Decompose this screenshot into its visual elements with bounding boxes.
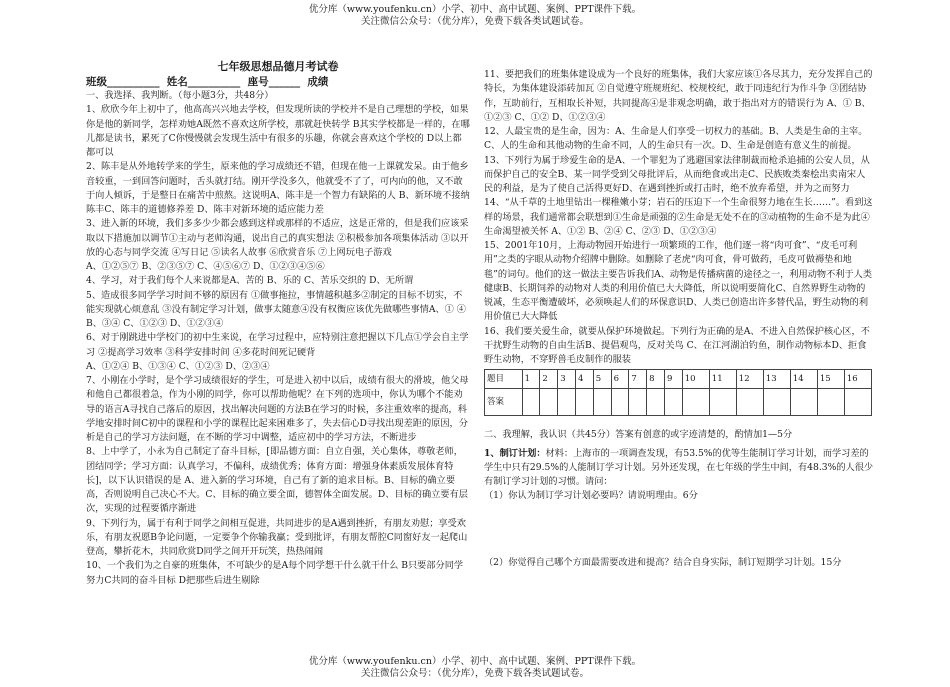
answer-table-number-row xyxy=(485,370,872,389)
answer-cell[interactable] xyxy=(736,389,763,416)
question-10: 10、一个我们为之自豪的班集体，不可缺少的是A每个同学想干什么就干什么 B只要部分同学努力C共同的奋斗目标 D把那些后进生剔除 xyxy=(86,560,464,586)
answer-table-number: 13 xyxy=(763,370,790,389)
section1-heading: 一、我选择、我判断。（每小题3分，共48分） xyxy=(86,90,274,101)
question-1-label: 1、制订计划： xyxy=(484,447,546,459)
answer-cell[interactable] xyxy=(682,389,709,416)
answer-cell[interactable] xyxy=(647,389,665,416)
answer-table-number: 12 xyxy=(736,370,763,389)
answer-cell[interactable] xyxy=(817,389,844,416)
answer-cell[interactable] xyxy=(522,389,540,416)
question-5: 5、造成很多同学学习时间不够的原因有 ①做事拖拉，事情越积越多②制定的目标不切实，不能实现就心烦意乱 ③没有制定学习计划，做事太随意④没有权衡应该优先做哪些事情A、① ④ B、③④ C、①②③ D、①②③④ xyxy=(86,289,466,329)
question-4: 4、学习，对于我们每个人来说都是A、苦的 B、乐的 C、苦乐交织的 D、无所谓 xyxy=(86,275,414,287)
answer-table-number: 7 xyxy=(629,370,647,389)
question-6-options: A、①②④ B、①③④ C、①②③ D、②③④ xyxy=(86,360,270,372)
answer-table-row-label: 题目 xyxy=(485,370,523,389)
question-1: 1、欣欣今年上初中了，他高高兴兴地去学校，但发现所读的学校并不是自己理想的学校，如果你是他的新同学，怎样劝她A既然不喜欢这所学校，那就赶快转学 B其实学校都是一样的，在哪儿都是读书，累死了C你慢慢就会发现生活中有很多的乐趣，你就会喜欢这个学校的 D以上都都可以 xyxy=(86,104,470,158)
answer-cell[interactable] xyxy=(558,389,576,416)
answer-table-answer-row xyxy=(485,389,872,416)
right-column xyxy=(484,68,874,570)
header-line-2: 关注微信公众号：（优分库），免费下载各类试题试卷。 xyxy=(360,16,589,27)
question-12: 12、人最宝贵的是生命，因为：A、生命是人们享受一切权力的基础。B、人类是生命的主宰。C、人的生命和其他动物的生命不同，人的生命只有一次。D、生命是创造有意义生的前提。 xyxy=(484,126,868,152)
footer-line-1: 优分库（www.youfenku.cn）小学、初中、高中试题、案例、PPT课件下载。 xyxy=(308,656,642,667)
answer-cell[interactable] xyxy=(790,389,817,416)
answer-cell[interactable] xyxy=(629,389,647,416)
header-line-1: 优分库（www.youfenku.cn）小学、初中、高中试题、案例、PPT课件下载。 xyxy=(308,4,642,15)
sub-question-2: （2）你觉得自己哪个方面最需要改进和提高？结合自身实际，制订短期学习计划。15分 xyxy=(484,556,842,568)
question-14: 14、“从千草的土地里钻出一棵稚嫩小芽；岩石的压迫下一个生命很努力地在生长……”。看到这样的场景，我们通常都会联想到①生命是顽强的②生命是无处不在的③动植物的生命不是为此④生命渴望被关怀 A、①② B、②④ C、②③ D、①②③④ xyxy=(484,197,873,237)
answer-cell[interactable] xyxy=(664,389,682,416)
answer-cell[interactable] xyxy=(709,389,736,416)
question-15: 15、2001年10月，上海动物园开始进行一项繁琐的工作，他们逐一将“肉可食”、“皮毛可利用”之类的字眼从动物介绍牌中删除。如删除了老虎“肉可食，骨可做药，毛皮可做褥垫和地毯”的词句。他们的这一做法主要告诉我们A、动物是传播病菌的途径之一，利用动物不利于人类健康B、长期饲养的动物对人类的利用价值已大大降低，所以说明要简化C、自然界野生动物的锐减，生态平衡遭破坏，必须唤起人们的环保意识D、人类已创造出许多替代品，野生动物的利用价值已大大降低 xyxy=(484,240,873,323)
section2-question-1 xyxy=(484,447,874,490)
section2-heading: 二、我理解，我认识（共45分）答案有创意的或字迹清楚的，酌情加1—5分 xyxy=(484,429,793,441)
answer-table xyxy=(484,369,872,416)
question-3-options: A、①②⑤⑦ B、②③⑤⑦ C、④⑤⑥⑦ D、①②③④⑤⑥ xyxy=(86,261,325,272)
student-info-line: 班级__________ 姓名__________ 座号______ 成绩 xyxy=(86,76,329,88)
answer-table-number: 10 xyxy=(682,370,709,389)
question-11: 11、要把我们的班集体建设成为一个良好的班集体，我们大家应该①各尽其力，充分发挥自己的特长，为集体建设添砖加瓦 ②自觉遵守班规班纪、校规校纪，敢于同违纪行为作斗争 ③团结协作，互助前行，互相取长补短，共同提高④是非观念明确，敢于指出对方的错误行为 A、① B、①②③ C、①② D、①②③④ xyxy=(484,69,873,123)
answer-table-number: 5 xyxy=(593,370,611,389)
answer-cell[interactable] xyxy=(575,389,593,416)
answer-table-number: 14 xyxy=(790,370,817,389)
answer-table-number: 15 xyxy=(817,370,844,389)
left-column xyxy=(86,58,470,588)
answer-table-number: 1 xyxy=(522,370,540,389)
question-3: 3、进入新的环境，我们多多少少都会感到这样或那样的不适应，这是正常的，但是我们应该采取以下措施加以调节①主动与老师沟通，说出自己的真实想法 ②积极参加各项集体活动 ③以开放的心态与同学交流 ④写日记 ⑤读名人故事 ⑥欣赏音乐 ⑦上网玩电子游戏 xyxy=(86,218,469,258)
answer-cell[interactable] xyxy=(611,389,629,416)
answer-table-number: 9 xyxy=(664,370,682,389)
page-footer xyxy=(0,656,950,680)
answer-table-answer-label: 答案 xyxy=(485,389,523,416)
page-header xyxy=(0,4,950,28)
question-8: 8、上中学了，小永为自己制定了奋斗目标，[即品德方面：自立自强，关心集体，尊敬老师，团结同学；学习方面：认真学习，不偏科，成绩优秀；体育方面：增强身体素质发展体育特长]，以下认识错误的是 A、进入新的学习环境，自己有了新的追求目标。B、目标的确立要高，否则说明自己决心不大。C、目标的确立要全面，德智体全面发展。D、目标的确立要有层次，实现的过程要循序渐进 xyxy=(86,446,468,515)
answer-table-number: 4 xyxy=(575,370,593,389)
question-2: 2、陈丰是从外地转学来的学生，原来他的学习成绩还不错，但现在他一上课就发呆。由于他乡音较重，一到回答问题时，舌头就打结。刚开学没多久，他就受不了了，可内向的他，又不敢于向人倾诉，于是整日在痛苦中煎熬。这说明A、陈丰是一个智力有缺陷的人 B、新环境不接纳陈丰C、陈丰的道德修养差 D、陈丰对新环境的适应能力差 xyxy=(86,161,470,215)
footer-line-2: 关注微信公众号：（优分库），免费下载各类试题试卷。 xyxy=(360,668,589,679)
exam-title: 七年级思想品德月考试卷 xyxy=(217,60,339,73)
answer-cell[interactable] xyxy=(763,389,790,416)
question-16: 16、我们要关爱生命，就要从保护环境做起。下列行为正确的是A、不进入自然保护核心区，不干扰野生动物的自由生活B、提倡观鸟，反对关鸟 C、在江河湖泊钓鱼，制作动物标本D、拒食野生动物，不穿野兽毛皮制作的服装 xyxy=(484,325,870,365)
answer-table-number: 6 xyxy=(611,370,629,389)
answer-cell[interactable] xyxy=(540,389,558,416)
answer-table-number: 2 xyxy=(540,370,558,389)
question-1-material: 材料：上海市的一项调查发现，有53.5%的优等生能制订学习计划，而学习差的学生中只有29.5%的人能制订学习计划。另外还发现，在七年级的学生中间，有48.3%的人很少有制订学习计划的习惯。请问： xyxy=(484,447,874,487)
question-6: 6、对于刚跳进中学校门的初中生来说，在学习过程中，应特别注意把握以下几点①学会自主学习 ②提高学习效率 ③科学安排时间 ④多花时间死记硬背 xyxy=(86,332,469,358)
question-7: 7、小刚在小学时，是个学习成绩很好的学生，可是进入初中以后，成绩有很大的滑坡，他父母和他自己都很着急，作为小刚的同学，你可以帮助他呢？在下列的选项中，你认为哪个不能劝导的语言A寻找自己落后的原因，找出解决问题的方法B在学习的时候，多注重效率的提高，科学地安排时间C初中的课程和小学的课程比起来困难多了，失去信心D寻找出现差距的原因，分析是自己的学习方法问题，在不断的学习中调整，适应初中的学习方法，不断进步 xyxy=(86,375,469,443)
answer-cell[interactable] xyxy=(593,389,611,416)
question-13: 13、下列行为属于珍爱生命的是A、一个罪犯为了逃避国家法律制裁而枪杀追捕的公安人员，从而保护自己的安全B、某一同学受到父母批评后，从而绝食或出走C、民族败类秦桧出卖南宋人民的利益，是为了使自己活得更好D、在遇到挫折或打击时，绝不放弃希望，并为之而努力 xyxy=(484,154,870,194)
answer-table-number: 11 xyxy=(709,370,736,389)
answer-table-number: 8 xyxy=(647,370,665,389)
question-9: 9、下列行为，属于有利于同学之间相互促进，共同进步的是A遇到挫折，有朋友劝慰；享受欢乐，有朋友祝愿B争论问题，一定要争个你输我赢；受到批评，有朋友帮腔C同窗好友一起爬山登高，攀折花木，共同欣赏D同学之间开开玩笑，热热闹闹 xyxy=(86,517,468,557)
answer-table-number: 3 xyxy=(558,370,576,389)
answer-space[interactable] xyxy=(484,504,874,556)
answer-table-number: 16 xyxy=(844,370,871,389)
answer-cell[interactable] xyxy=(844,389,871,416)
sub-question-1: （1）你认为制订学习计划必要吗？请说明理由。6分 xyxy=(484,490,698,502)
